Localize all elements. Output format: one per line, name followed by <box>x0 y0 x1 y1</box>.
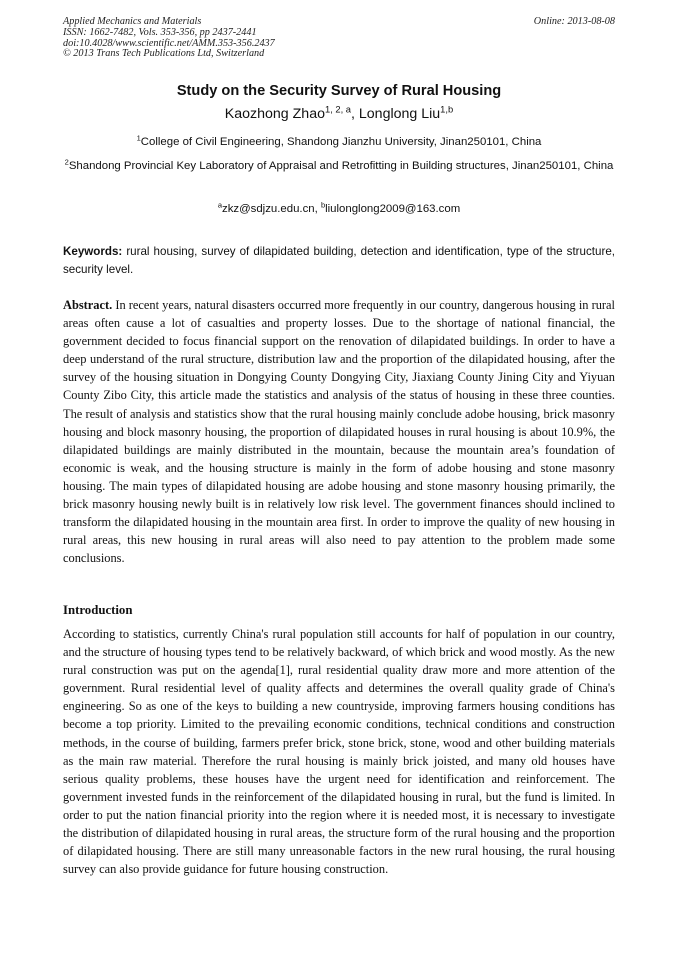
copyright-line: © 2013 Trans Tech Publications Ltd, Switzerland <box>63 48 265 60</box>
abstract-label: Abstract. <box>63 298 113 312</box>
issn-line: ISSN: 1662-7482, Vols. 353-356, pp 2437-2441 <box>63 26 257 38</box>
author-1-name: Kaozhong Zhao <box>224 106 325 122</box>
affiliation-1-marker: 1 <box>136 133 141 143</box>
author-emails <box>64 200 614 218</box>
email-1: zkz@sdjzu.edu.cn, <box>222 203 321 215</box>
introduction-paragraph: According to statistics, currently China's rural population still accounts for half of population in our country, and the structure of housing types tend to be relatively backward, of which brick and wood mostly. As the new rural construction was put on the agenda[1], rural residential quality draw more and more attention of the government. Rural residential level of quality affects and determines the overall quality grade of China's engineering. So as one of the keys to building a new countryside, improving farmers housing conditions has become a top priority. Limited to the prevailing economic conditions, technical conditions and construction methods, in the course of building, farmers prefer brick, stone brick, stone, wood and other building materials as the main raw material. Therefore the rural housing is mainly brick joisted, and many old houses have serious quality problems, these houses have the urgent need for identification and reinforcement. The government invested funds in the reinforcement of the dilapidated housing in rural, but the fund is limited. In order to put the nation financial priority into the region where it is needed most, it is necessary to investigate the distribution of dilapidated housing in rural areas, the structure form of the rural housing and the proportion of dilapidated housing. There are still many unreasonable factors in the new rural housing, the rural housing survey can also provide guidance for future housing construction. <box>63 627 615 877</box>
affiliation-2 <box>64 157 614 175</box>
email-2-marker: b <box>320 200 326 210</box>
author-line <box>0 104 678 124</box>
affiliation-1-text: College of Civil Engineering, Shandong Jianzhu University, Jinan250101, China <box>140 136 542 148</box>
keywords-label: Keywords: <box>63 245 123 258</box>
journal-name: Applied Mechanics and Materials <box>63 16 202 27</box>
author-2-name: Longlong Liu <box>358 106 441 122</box>
author-1-affiliation-marker: 1, 2, a <box>324 104 352 115</box>
abstract-paragraph <box>63 296 615 567</box>
affiliation-1 <box>64 133 614 151</box>
online-date: Online: 2013-08-08 <box>533 16 615 27</box>
doi-line: doi:10.4028/www.scientific.net/AMM.353-356.2437 <box>63 37 275 49</box>
keywords-paragraph <box>63 243 615 279</box>
introduction-heading: Introduction <box>63 603 133 617</box>
affiliation-2-text: Shandong Provincial Key Laboratory of Appraisal and Retrofitting in Building structures, Jinan250101, China <box>68 160 614 172</box>
author-separator: , <box>351 106 359 122</box>
author-2-affiliation-marker: 1,b <box>440 104 454 115</box>
email-2: liulonglong2009@163.com <box>325 203 461 215</box>
affiliation-2-marker: 2 <box>64 157 69 167</box>
keywords-text: rural housing, survey of dilapidated building, detection and identification, type of the structure, security level. <box>63 245 615 276</box>
abstract-text: In recent years, natural disasters occurred more frequently in our country, dangerous housing in rural areas often cause a lot of casualties and property losses. Due to the shortage of national financial, the government decided to focus financial support on the renovation of dilapidated buildings. In order to have a deep understand of the rural structure, distribution law and the proportion of the dilapidated housing, after the survey of the housing situation in Dongying County Dongying City, Jiaxiang County Jining City and Yiyuan County Zibo City, this article made the statistics and analysis of the status of housing in these three counties. The result of analysis and statistics show that the rural housing mainly conclude adobe housing, brick masonry housing and block masonry housing, the proportion of dilapidated houses in rural housing is about 10.9%, the dilapidated buildings are mainly distributed in the mountain, because the mountain area’s foundation of economic is weak, and the housing structure is mainly in the form of adobe housing and stone masonry housing. The main types of dilapidated housing are adobe housing and stone masonry housing primarily, the brick masonry housing newly built is in relatively low risk level. The government finances should inclined to transform the dilapidated housing in the mountain area first. In order to improve the quality of new housing in rural areas, this new housing in rural areas will also need to pay attention to the problem made some conclusions. <box>63 298 615 566</box>
email-1-marker: a <box>217 200 222 210</box>
journal-header <box>63 17 615 60</box>
paper-title: Study on the Security Survey of Rural Housing <box>176 83 502 99</box>
